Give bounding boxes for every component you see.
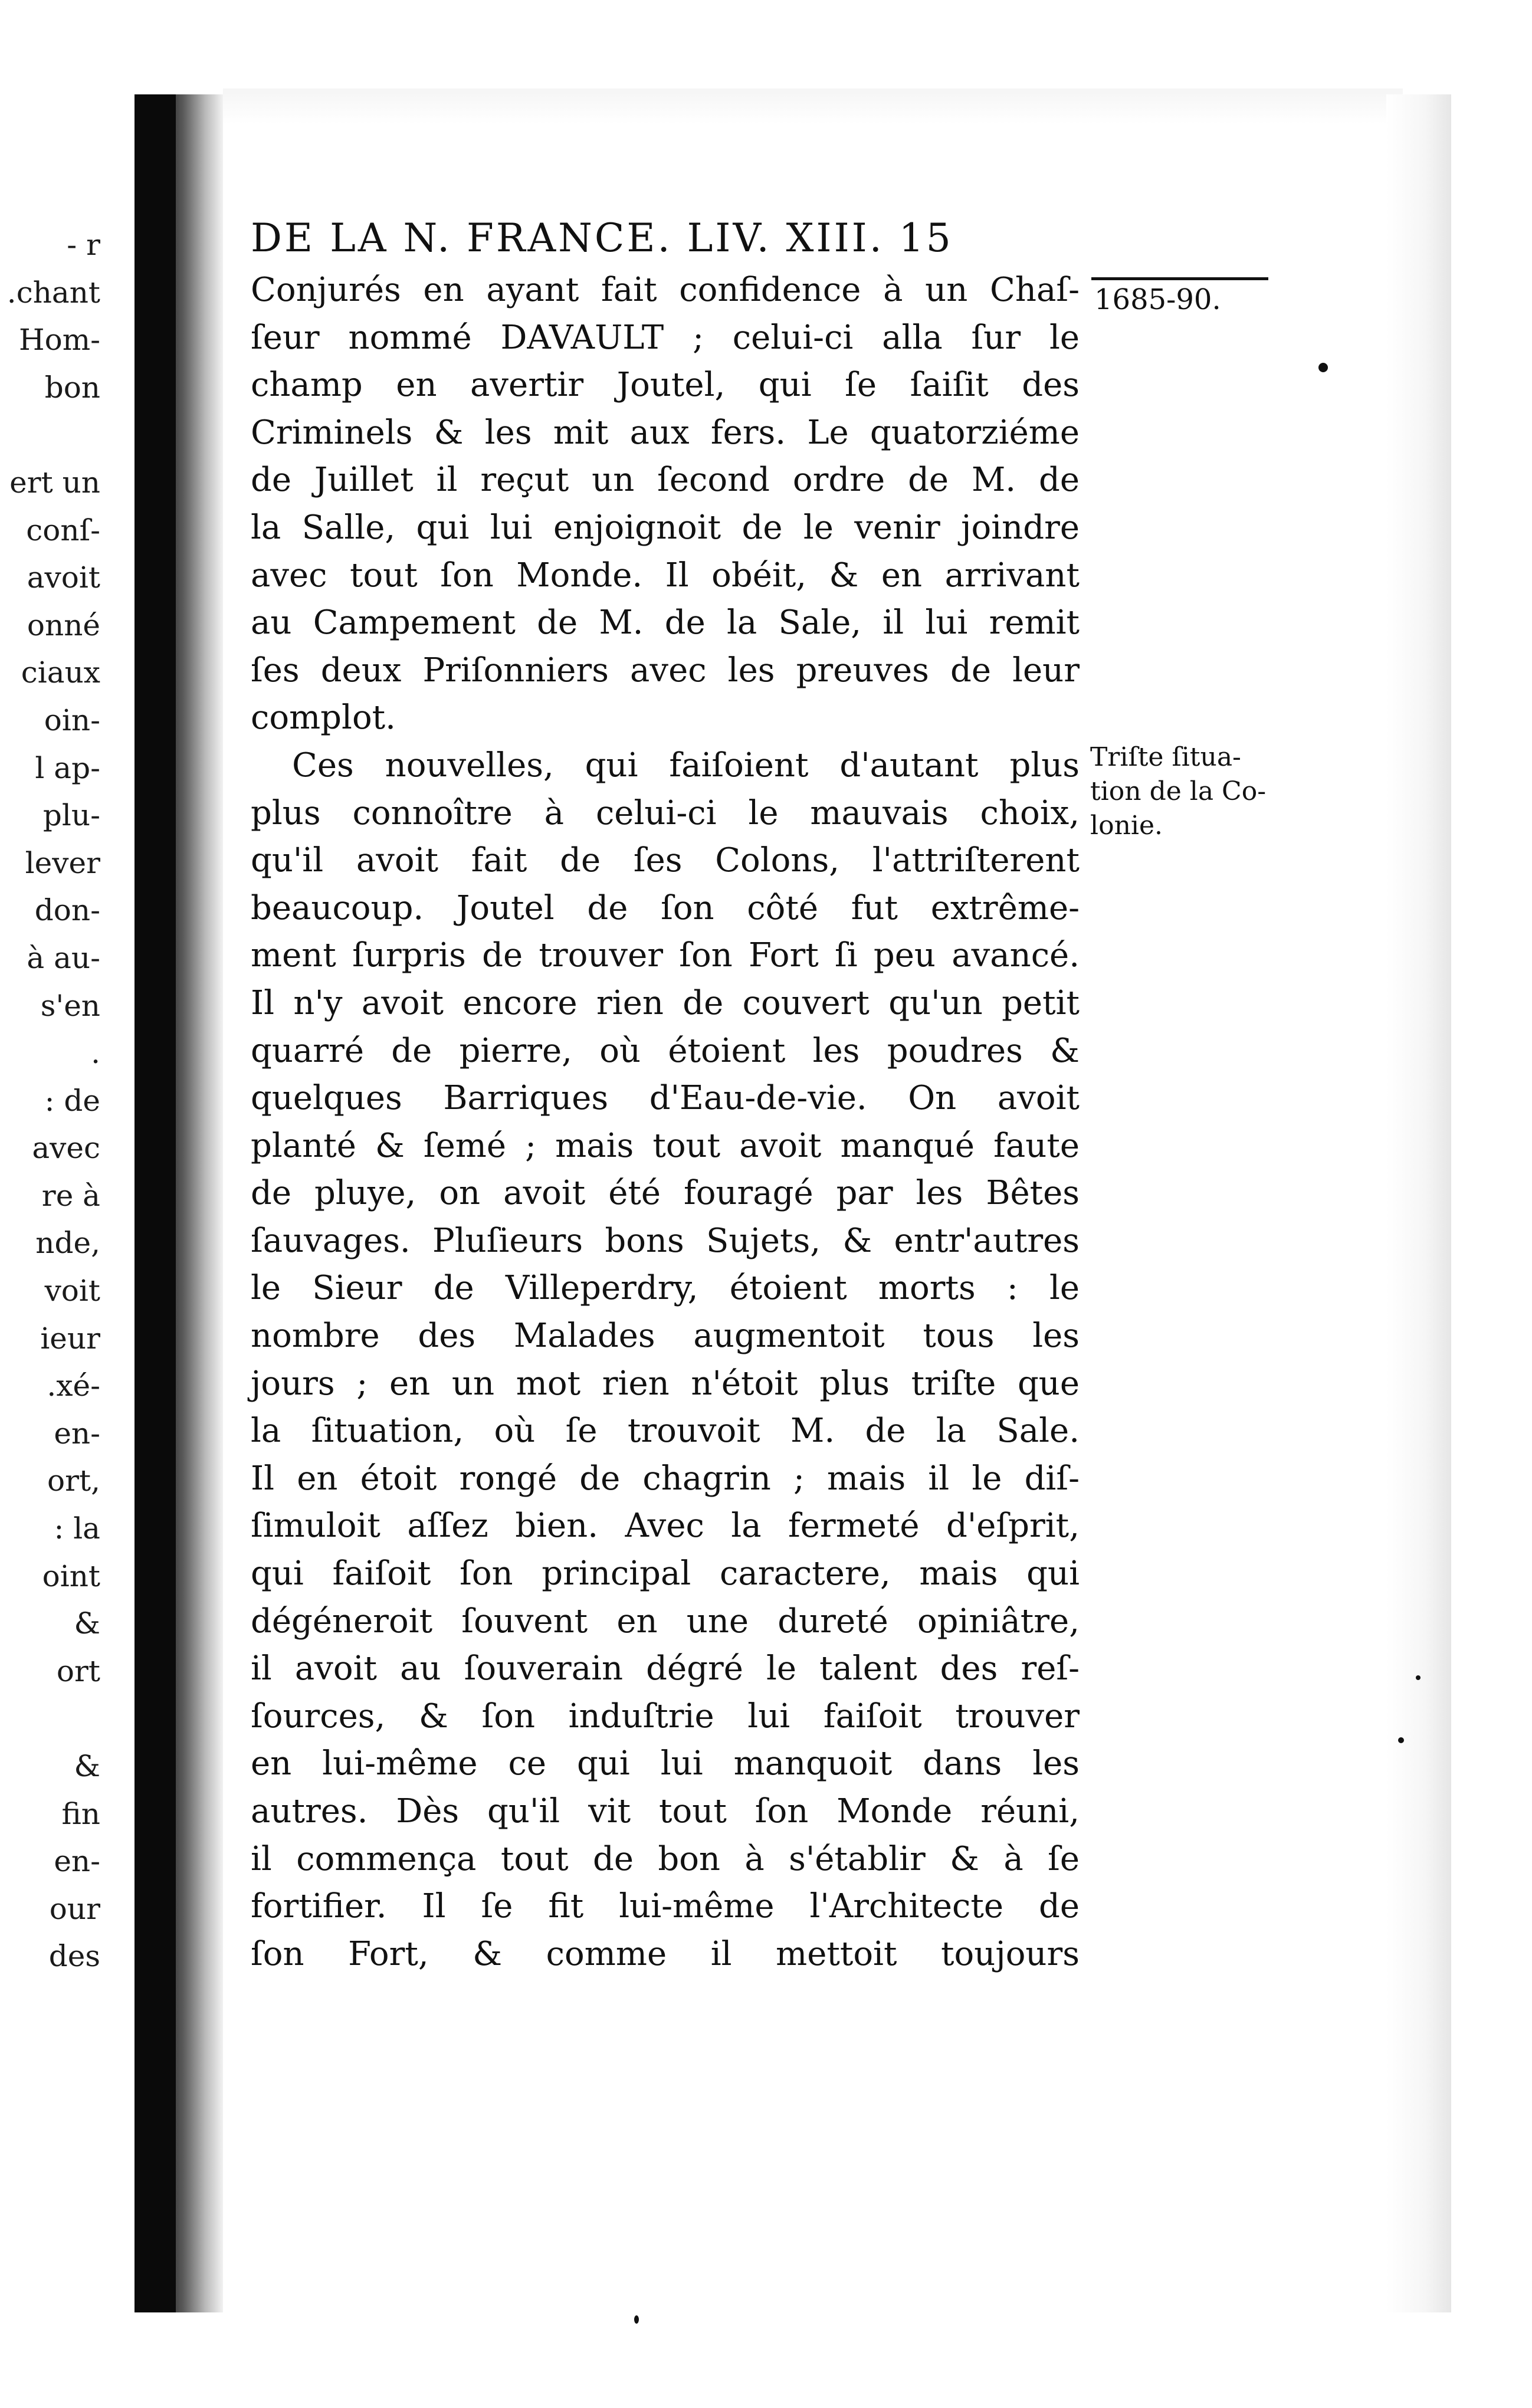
facing-page-fragment: l ap-: [35, 750, 100, 785]
text-line: ſeur nommé DAVAULT ; celui-ci alla ſur le: [251, 318, 1080, 357]
text-line: en lui-même ce qui lui manquoit dans les: [251, 1744, 1080, 1783]
text-line: champ en avertir Joutel, qui ſe ſaiſit des: [251, 366, 1080, 405]
text-line: dégéneroit ſouvent en une dureté opiniâtre,: [251, 1602, 1080, 1641]
text-line: quarré de pierre, où étoient les poudres &: [251, 1031, 1080, 1070]
facing-page-fragment: s'en: [40, 988, 100, 1023]
text-line: qui faiſoit ſon principal caractere, mais qui: [251, 1554, 1080, 1593]
facing-page-fragment: [0, 411, 100, 459]
margin-note-line: lonie.: [1090, 811, 1163, 841]
margin-year: 1685-90.: [1094, 283, 1221, 316]
facing-page-fragment: &: [74, 1749, 100, 1783]
text-line: ſimuloit aſſez bien. Avec la fermeté d'eſprit,: [251, 1507, 1080, 1546]
text-line: qu'il avoit fait de ſes Colons, l'attriſterent: [251, 841, 1080, 880]
facing-page-fragment: lever: [25, 845, 100, 880]
ink-speck: [1398, 1737, 1404, 1743]
facing-page-fragment: ieur: [40, 1321, 100, 1356]
ink-speck: [1318, 363, 1328, 372]
facing-page-fragment: .xé-: [47, 1369, 100, 1403]
text-line: quelques Barriques d'Eau-de-vie. On avoit: [251, 1079, 1080, 1118]
facing-page-fragment: conſ-: [26, 513, 100, 547]
text-line: complot.: [251, 698, 396, 737]
page-top-edge: [223, 88, 1403, 124]
facing-page-fragment: fin: [61, 1796, 100, 1831]
facing-page-fragment: onné: [27, 608, 100, 642]
facing-page-fragment: en-: [54, 1416, 100, 1451]
facing-page-fragment: ort,: [47, 1464, 100, 1498]
facing-page-fragment: oint: [42, 1559, 100, 1593]
text-line: ſauvages. Pluſieurs bons Sujets, & entr'autres: [251, 1221, 1080, 1260]
text-line: Il en étoit rongé de chagrin ; mais il le diſ-: [251, 1459, 1080, 1498]
facing-page-fragment: avec: [32, 1131, 100, 1166]
margin-year-rule: [1091, 277, 1268, 280]
facing-page-fragment: oin-: [44, 703, 100, 737]
ink-speck: [1416, 1675, 1421, 1680]
facing-page-fragment: des: [48, 1939, 100, 1974]
facing-page-fragment: : la: [54, 1511, 100, 1546]
facing-page-fragment: nde,: [35, 1226, 100, 1261]
facing-page-fragment: ciaux: [21, 655, 100, 690]
text-line: il avoit au ſouverain dégré le talent des reſ-: [251, 1649, 1080, 1688]
facing-page-fragment: Hom-: [18, 323, 100, 357]
text-line: ment ſurpris de trouver ſon Fort ſi peu avancé.: [251, 936, 1080, 975]
margin-note-line: tion de la Co-: [1090, 776, 1267, 806]
text-line: nombre des Malades augmentoit tous les: [251, 1317, 1080, 1356]
facing-page-fragment: ort: [56, 1654, 100, 1688]
text-line: au Campement de M. de la Sale, il lui remit: [251, 603, 1080, 642]
body-text: [251, 267, 1080, 1978]
margin-note: [1090, 740, 1285, 843]
text-line: ſes deux Priſonniers avec les preuves de leur: [251, 651, 1080, 690]
running-head: DE LA N. FRANCE. LIV. XIII. 15: [251, 215, 953, 261]
text-line: avec tout ſon Monde. Il obéit, & en arrivant: [251, 556, 1080, 595]
facing-page-fragment: bon: [44, 370, 100, 405]
text-line: jours ; en un mot rien n'étoit plus triſte que: [251, 1364, 1080, 1403]
facing-page-fragment: re à: [41, 1178, 100, 1213]
text-line: il commença tout de bon à s'établir & à ſe: [251, 1839, 1080, 1878]
text-line: plus connoître à celui-ci le mauvais choix,: [251, 793, 1080, 832]
facing-page-fragment: ert un: [9, 465, 100, 500]
facing-page-fragment: our: [49, 1891, 100, 1926]
page-right-edge: [1386, 94, 1451, 2312]
facing-page-fragment: à au-: [27, 940, 100, 975]
text-line: Criminels & les mit aux fers. Le quatorziéme: [251, 413, 1080, 452]
facing-page-fragment: : de: [44, 1083, 100, 1118]
facing-page-fragments: [0, 221, 100, 1980]
margin-note-line: Triſte ſitua-: [1090, 742, 1241, 772]
facing-page-fragment: en-: [54, 1844, 100, 1879]
text-line: de Juillet il reçut un ſecond ordre de M. de: [251, 461, 1080, 500]
text-line: fortifier. Il ſe fit lui-même l'Architecte de: [251, 1887, 1080, 1926]
facing-page-fragment: - r: [67, 228, 100, 262]
facing-page-fragment: .: [91, 1036, 100, 1071]
facing-page-fragment: don-: [34, 893, 100, 928]
binding-edge: [134, 94, 176, 2312]
text-line: beaucoup. Joutel de ſon côté fut extrême-: [251, 888, 1080, 927]
facing-page-fragment: .chant: [6, 275, 100, 310]
text-line: Il n'y avoit encore rien de couvert qu'un petit: [251, 983, 1080, 1022]
text-line: planté & ſemé ; mais tout avoit manqué faute: [251, 1126, 1080, 1165]
text-line: ſources, & ſon induſtrie lui faiſoit trouver: [251, 1697, 1080, 1736]
facing-page-fragment: voit: [44, 1274, 100, 1308]
text-line: la ſituation, où ſe trouvoit M. de la Sale.: [251, 1412, 1080, 1451]
text-line: autres. Dès qu'il vit tout ſon Monde réuni,: [251, 1792, 1080, 1830]
text-line: de pluye, on avoit été fouragé par les Bêtes: [251, 1174, 1080, 1213]
text-line: Conjurés en ayant fait confidence à un Chaſ-: [251, 271, 1080, 309]
text-line: le Sieur de Villeperdry, étoient morts : le: [251, 1269, 1080, 1308]
text-line: la Salle, qui lui enjoignoit de le venir joindre: [251, 508, 1080, 547]
text-line: ſon Fort, & comme il mettoit toujours: [251, 1934, 1080, 1973]
text-line: Ces nouvelles, qui faiſoient d'autant plus: [292, 746, 1080, 785]
facing-page-fragment: avoit: [27, 560, 100, 595]
ink-speck: [634, 2315, 639, 2324]
facing-page-fragment: plu-: [42, 798, 100, 833]
facing-page-fragment: [0, 1695, 100, 1743]
facing-page-fragment: &: [74, 1606, 100, 1641]
